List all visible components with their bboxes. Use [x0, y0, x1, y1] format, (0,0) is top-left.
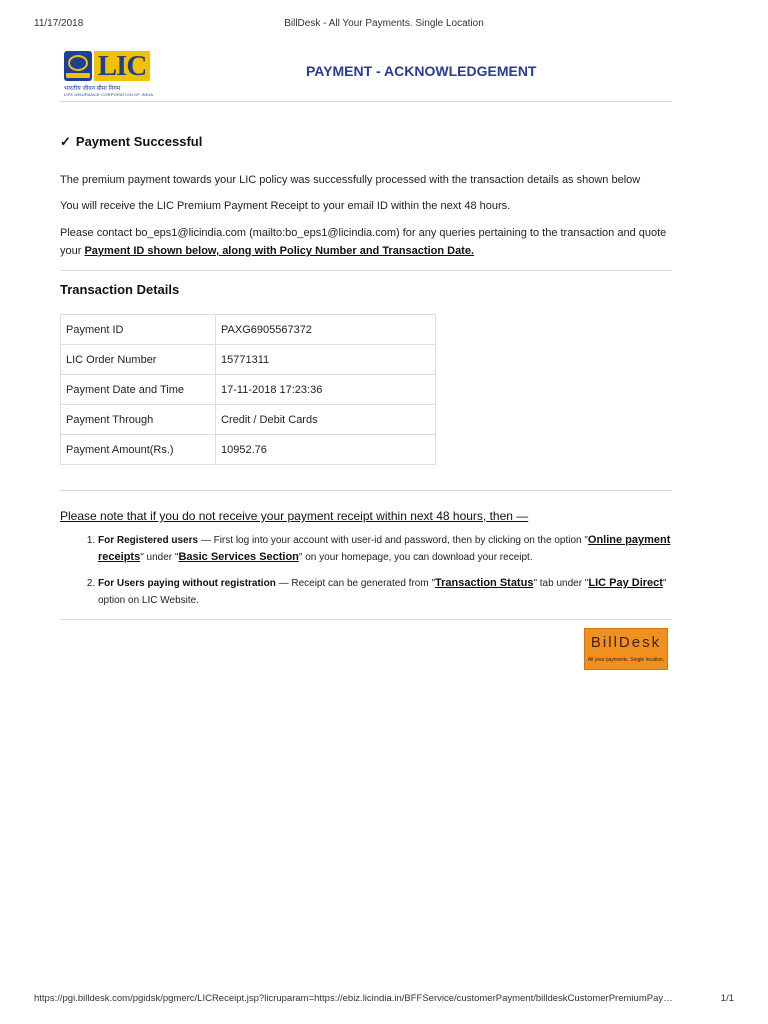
receipt-note-title: Please note that if you do not receive your payment receipt within next 48 hours, then — [60, 509, 529, 523]
status-text: Payment Successful [75, 134, 203, 149]
list-item: 2. For Users paying without registration — Receipt can be generated from "Transaction Status" tab under "LIC Pay Direct" option on LIC Website. [98, 575, 672, 609]
receipt-instructions [60, 532, 672, 609]
row-label: Payment Amount(Rs.) [61, 435, 216, 465]
divider [60, 490, 672, 491]
transaction-status-link[interactable]: Transaction Status [435, 577, 534, 589]
row-value: 17-11-2018 17:23:36 [216, 375, 436, 405]
lic-corp-name: LIFE INSURANCE CORPORATION OF INDIA [64, 92, 154, 97]
page-number: 1/1 [720, 993, 734, 1004]
basic-services-section-link[interactable]: Basic Services Section [178, 551, 299, 563]
page-title: PAYMENT - ACKNOWLEDGEMENT [306, 63, 537, 79]
print-header [34, 18, 734, 32]
divider [60, 619, 672, 620]
payment-status [60, 133, 672, 151]
row-label: Payment Through [61, 405, 216, 435]
transaction-details-title: Transaction Details [60, 282, 180, 297]
print-title: BillDesk - All Your Payments. Single Location [284, 18, 484, 29]
print-url: https://pgi.billdesk.com/pgidsk/pgmerc/LICReceipt.jsp?licruparam=https://ebiz.licindia.in/BFFService/customerPayment/billdeskCustomerPremiumPay… [34, 993, 673, 1004]
divider [60, 270, 672, 271]
success-message: The premium payment towards your LIC policy was successfully processed with the transaction details as shown below [60, 174, 641, 186]
unregistered-users-label: For Users paying without registration [98, 578, 276, 589]
row-value: PAXG6905567372 [216, 315, 436, 345]
online-payment-receipts-link[interactable]: Online payment receipts [98, 534, 671, 563]
lic-wordmark: LIC [94, 51, 150, 81]
lic-hindi-name: भारतीय जीवन बीमा निगम [64, 86, 121, 92]
lic-logo [60, 49, 152, 99]
row-label: Payment Date and Time [61, 375, 216, 405]
table-row [61, 405, 436, 435]
contact-message [60, 224, 672, 260]
receipt-header [60, 44, 672, 102]
list-item: 1. For Registered users — First log into your account with user-id and password, then by clicking on the option "Online payment receipts" under "Basic Services Section" on your homepage, you can download your receipt. [98, 532, 672, 566]
email-receipt-message: You will receive the LIC Premium Payment Receipt to your email ID within the next 48 hours. [60, 200, 511, 212]
lic-pay-direct-link[interactable]: LIC Pay Direct [588, 577, 663, 589]
row-label: Payment ID [61, 315, 216, 345]
row-value: 10952.76 [216, 435, 436, 465]
registered-users-label: For Registered users [98, 535, 199, 546]
billdesk-tagline: All your payments. Single location. [587, 657, 665, 663]
transaction-details-table [60, 314, 436, 465]
table-row [61, 375, 436, 405]
payment-id-note-link[interactable]: Payment ID shown below, along with Policy Number and Transaction Date. [84, 245, 475, 257]
table-row [61, 315, 436, 345]
print-footer [34, 993, 734, 1007]
row-value: 15771311 [216, 345, 436, 375]
contact-text: Please contact bo_eps1@licindia.com (mailto:bo_eps1@licindia.com) for any queries pertaining to the transaction and quote your [60, 227, 667, 257]
lic-emblem-icon [64, 51, 92, 81]
check-icon: ✓ [60, 134, 71, 149]
table-row [61, 435, 436, 465]
billdesk-logo [584, 628, 668, 670]
row-label: LIC Order Number [61, 345, 216, 375]
table-row [61, 345, 436, 375]
row-value: Credit / Debit Cards [216, 405, 436, 435]
receipt-page [60, 44, 672, 663]
print-date: 11/17/2018 [34, 18, 84, 29]
billdesk-name: BillDesk [590, 634, 662, 651]
